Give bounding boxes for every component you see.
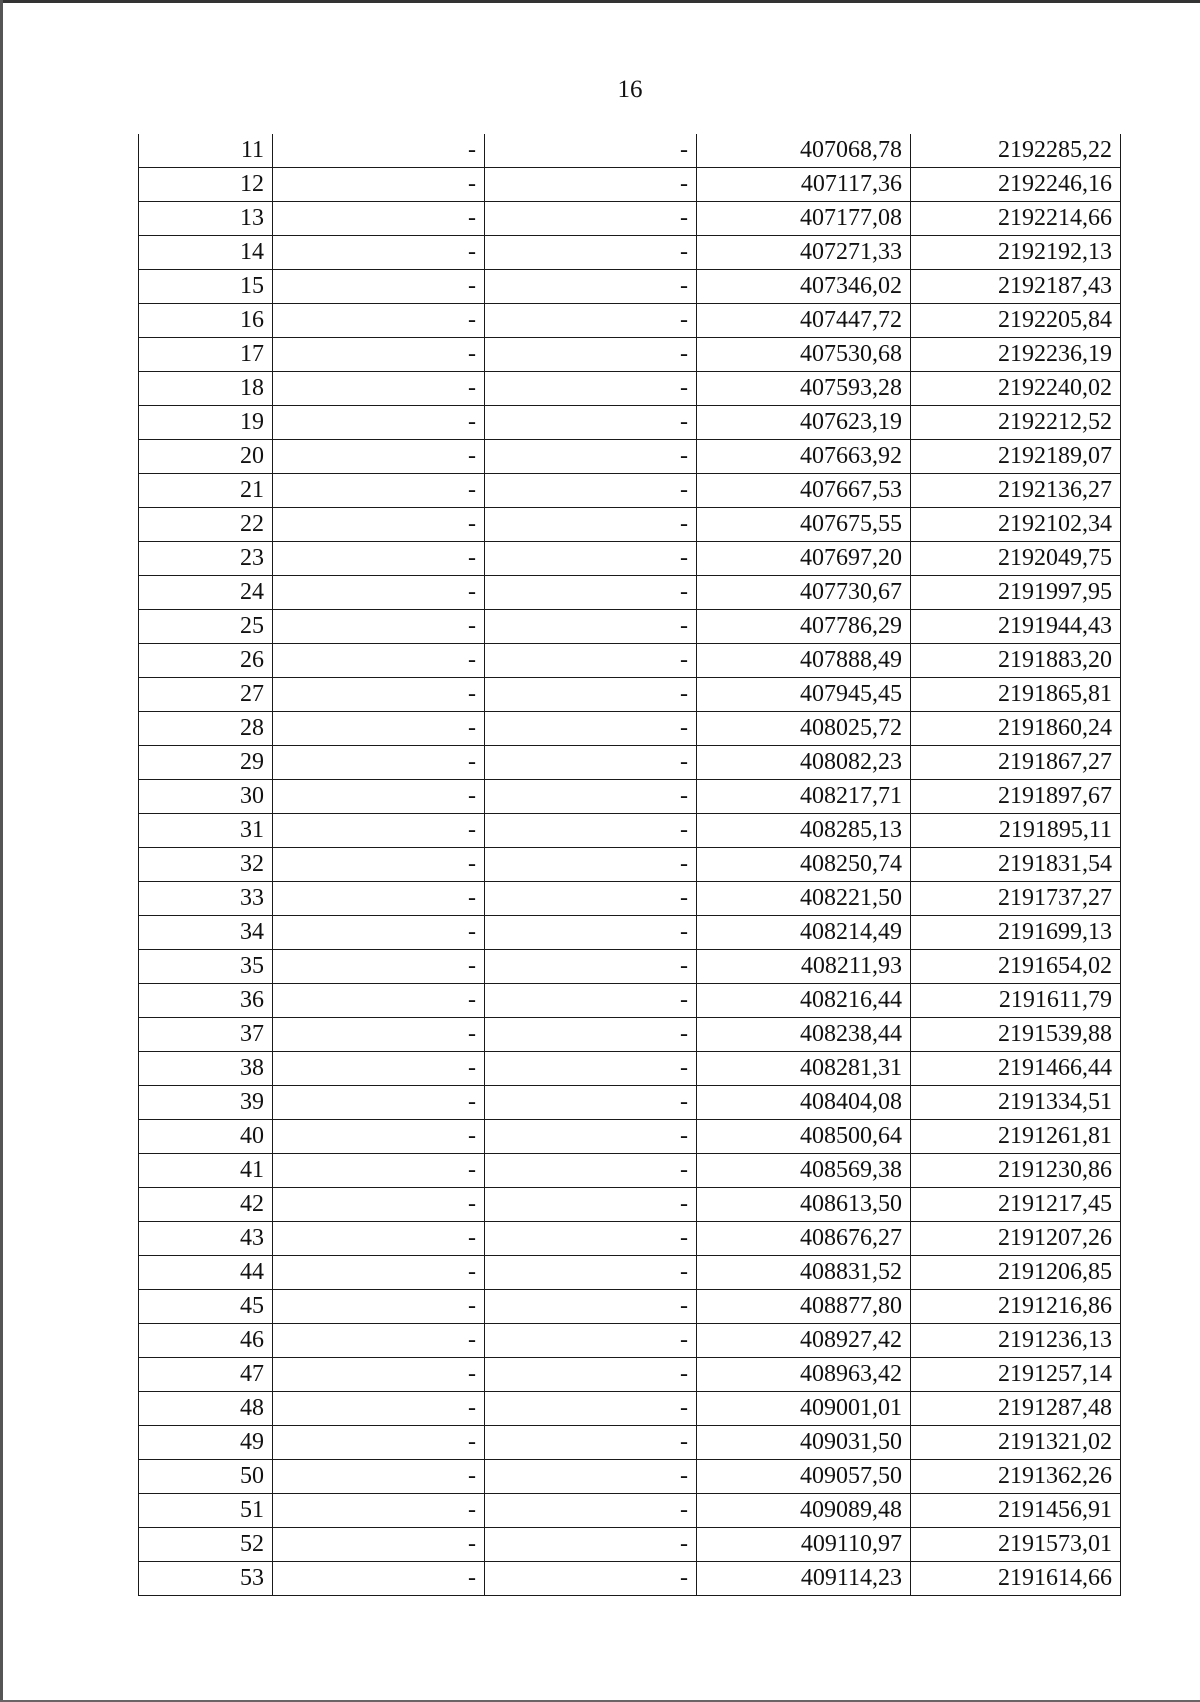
point-number-cell: 17 <box>139 338 273 372</box>
x-coordinate-cell: 408281,31 <box>697 1052 911 1086</box>
y-coordinate-cell: 2192192,13 <box>911 236 1121 270</box>
y-coordinate-cell: 2191257,14 <box>911 1358 1121 1392</box>
point-number-cell: 26 <box>139 644 273 678</box>
dash-cell-2: - <box>485 1358 697 1392</box>
point-number-cell: 42 <box>139 1188 273 1222</box>
y-coordinate-cell: 2191216,86 <box>911 1290 1121 1324</box>
x-coordinate-cell: 408963,42 <box>697 1358 911 1392</box>
table-row <box>139 440 1121 474</box>
table-row <box>139 984 1121 1018</box>
x-coordinate-cell: 408404,08 <box>697 1086 911 1120</box>
y-coordinate-cell: 2192205,84 <box>911 304 1121 338</box>
point-number-cell: 41 <box>139 1154 273 1188</box>
x-coordinate-cell: 407068,78 <box>697 134 911 168</box>
table-row <box>139 202 1121 236</box>
table-row <box>139 542 1121 576</box>
coordinates-table-body <box>139 134 1121 1596</box>
x-coordinate-cell: 408877,80 <box>697 1290 911 1324</box>
y-coordinate-cell: 2191539,88 <box>911 1018 1121 1052</box>
x-coordinate-cell: 408217,71 <box>697 780 911 814</box>
y-coordinate-cell: 2191895,11 <box>911 814 1121 848</box>
dash-cell-2: - <box>485 1426 697 1460</box>
table-row <box>139 916 1121 950</box>
y-coordinate-cell: 2191287,48 <box>911 1392 1121 1426</box>
table-row <box>139 1086 1121 1120</box>
dash-cell-1: - <box>273 848 485 882</box>
x-coordinate-cell: 408831,52 <box>697 1256 911 1290</box>
point-number-cell: 12 <box>139 168 273 202</box>
point-number-cell: 38 <box>139 1052 273 1086</box>
table-row <box>139 848 1121 882</box>
table-row <box>139 474 1121 508</box>
dash-cell-2: - <box>485 576 697 610</box>
page-number: 16 <box>617 76 643 103</box>
dash-cell-2: - <box>485 1460 697 1494</box>
dash-cell-2: - <box>485 1324 697 1358</box>
y-coordinate-cell: 2191456,91 <box>911 1494 1121 1528</box>
dash-cell-1: - <box>273 780 485 814</box>
dash-cell-2: - <box>485 814 697 848</box>
point-number-cell: 52 <box>139 1528 273 1562</box>
scan-top-edge <box>0 0 1200 3</box>
table-row <box>139 508 1121 542</box>
x-coordinate-cell: 408927,42 <box>697 1324 911 1358</box>
table-row <box>139 1358 1121 1392</box>
dash-cell-1: - <box>273 1086 485 1120</box>
dash-cell-1: - <box>273 1494 485 1528</box>
dash-cell-1: - <box>273 1256 485 1290</box>
y-coordinate-cell: 2191867,27 <box>911 746 1121 780</box>
point-number-cell: 36 <box>139 984 273 1018</box>
table-row <box>139 712 1121 746</box>
x-coordinate-cell: 408221,50 <box>697 882 911 916</box>
x-coordinate-cell: 407888,49 <box>697 644 911 678</box>
dash-cell-1: - <box>273 814 485 848</box>
point-number-cell: 43 <box>139 1222 273 1256</box>
dash-cell-1: - <box>273 644 485 678</box>
table-row <box>139 304 1121 338</box>
dash-cell-2: - <box>485 746 697 780</box>
table-row <box>139 1018 1121 1052</box>
y-coordinate-cell: 2191611,79 <box>911 984 1121 1018</box>
x-coordinate-cell: 407447,72 <box>697 304 911 338</box>
table-row <box>139 168 1121 202</box>
y-coordinate-cell: 2191997,95 <box>911 576 1121 610</box>
point-number-cell: 15 <box>139 270 273 304</box>
scan-left-edge <box>0 0 3 1702</box>
dash-cell-1: - <box>273 950 485 984</box>
dash-cell-1: - <box>273 1290 485 1324</box>
table-row <box>139 372 1121 406</box>
table-row <box>139 1256 1121 1290</box>
x-coordinate-cell: 408216,44 <box>697 984 911 1018</box>
x-coordinate-cell: 409057,50 <box>697 1460 911 1494</box>
dash-cell-1: - <box>273 372 485 406</box>
dash-cell-2: - <box>485 882 697 916</box>
dash-cell-1: - <box>273 576 485 610</box>
point-number-cell: 14 <box>139 236 273 270</box>
dash-cell-1: - <box>273 916 485 950</box>
x-coordinate-cell: 407530,68 <box>697 338 911 372</box>
table-row <box>139 406 1121 440</box>
table-row <box>139 1528 1121 1562</box>
y-coordinate-cell: 2191831,54 <box>911 848 1121 882</box>
dash-cell-1: - <box>273 1392 485 1426</box>
dash-cell-1: - <box>273 1154 485 1188</box>
y-coordinate-cell: 2192189,07 <box>911 440 1121 474</box>
x-coordinate-cell: 407786,29 <box>697 610 911 644</box>
dash-cell-2: - <box>485 1120 697 1154</box>
table-row <box>139 950 1121 984</box>
x-coordinate-cell: 409031,50 <box>697 1426 911 1460</box>
dash-cell-1: - <box>273 508 485 542</box>
dash-cell-2: - <box>485 678 697 712</box>
x-coordinate-cell: 408082,23 <box>697 746 911 780</box>
point-number-cell: 23 <box>139 542 273 576</box>
dash-cell-2: - <box>485 916 697 950</box>
dash-cell-2: - <box>485 1086 697 1120</box>
dash-cell-1: - <box>273 882 485 916</box>
dash-cell-2: - <box>485 372 697 406</box>
table-row <box>139 678 1121 712</box>
dash-cell-1: - <box>273 542 485 576</box>
point-number-cell: 31 <box>139 814 273 848</box>
dash-cell-2: - <box>485 848 697 882</box>
table-row <box>139 1460 1121 1494</box>
dash-cell-1: - <box>273 1120 485 1154</box>
x-coordinate-cell: 407593,28 <box>697 372 911 406</box>
x-coordinate-cell: 407945,45 <box>697 678 911 712</box>
point-number-cell: 37 <box>139 1018 273 1052</box>
dash-cell-1: - <box>273 1562 485 1596</box>
dash-cell-2: - <box>485 984 697 1018</box>
dash-cell-1: - <box>273 440 485 474</box>
x-coordinate-cell: 408211,93 <box>697 950 911 984</box>
x-coordinate-cell: 407346,02 <box>697 270 911 304</box>
table-row <box>139 1222 1121 1256</box>
dash-cell-2: - <box>485 712 697 746</box>
y-coordinate-cell: 2191362,26 <box>911 1460 1121 1494</box>
dash-cell-2: - <box>485 610 697 644</box>
y-coordinate-cell: 2191217,45 <box>911 1188 1121 1222</box>
dash-cell-1: - <box>273 610 485 644</box>
dash-cell-2: - <box>485 1018 697 1052</box>
point-number-cell: 32 <box>139 848 273 882</box>
table-row <box>139 610 1121 644</box>
point-number-cell: 53 <box>139 1562 273 1596</box>
point-number-cell: 21 <box>139 474 273 508</box>
dash-cell-1: - <box>273 1222 485 1256</box>
y-coordinate-cell: 2191699,13 <box>911 916 1121 950</box>
dash-cell-1: - <box>273 134 485 168</box>
dash-cell-1: - <box>273 236 485 270</box>
y-coordinate-cell: 2191466,44 <box>911 1052 1121 1086</box>
dash-cell-1: - <box>273 1324 485 1358</box>
x-coordinate-cell: 409110,97 <box>697 1528 911 1562</box>
point-number-cell: 24 <box>139 576 273 610</box>
dash-cell-2: - <box>485 1154 697 1188</box>
y-coordinate-cell: 2192212,52 <box>911 406 1121 440</box>
y-coordinate-cell: 2191230,86 <box>911 1154 1121 1188</box>
point-number-cell: 34 <box>139 916 273 950</box>
x-coordinate-cell: 407675,55 <box>697 508 911 542</box>
dash-cell-1: - <box>273 1018 485 1052</box>
x-coordinate-cell: 408676,27 <box>697 1222 911 1256</box>
dash-cell-1: - <box>273 270 485 304</box>
dash-cell-2: - <box>485 270 697 304</box>
x-coordinate-cell: 407117,36 <box>697 168 911 202</box>
dash-cell-1: - <box>273 1052 485 1086</box>
table-row <box>139 814 1121 848</box>
x-coordinate-cell: 408250,74 <box>697 848 911 882</box>
table-row <box>139 338 1121 372</box>
y-coordinate-cell: 2191207,26 <box>911 1222 1121 1256</box>
dash-cell-1: - <box>273 1460 485 1494</box>
y-coordinate-cell: 2192214,66 <box>911 202 1121 236</box>
dash-cell-1: - <box>273 406 485 440</box>
y-coordinate-cell: 2191573,01 <box>911 1528 1121 1562</box>
y-coordinate-cell: 2191944,43 <box>911 610 1121 644</box>
dash-cell-2: - <box>485 950 697 984</box>
point-number-cell: 40 <box>139 1120 273 1154</box>
y-coordinate-cell: 2191261,81 <box>911 1120 1121 1154</box>
table-row <box>139 1562 1121 1596</box>
table-row <box>139 1324 1121 1358</box>
x-coordinate-cell: 409089,48 <box>697 1494 911 1528</box>
y-coordinate-cell: 2191897,67 <box>911 780 1121 814</box>
dash-cell-1: - <box>273 338 485 372</box>
dash-cell-1: - <box>273 678 485 712</box>
x-coordinate-cell: 408238,44 <box>697 1018 911 1052</box>
dash-cell-2: - <box>485 168 697 202</box>
x-coordinate-cell: 408500,64 <box>697 1120 911 1154</box>
y-coordinate-cell: 2192236,19 <box>911 338 1121 372</box>
dash-cell-1: - <box>273 712 485 746</box>
table-row <box>139 270 1121 304</box>
x-coordinate-cell: 407663,92 <box>697 440 911 474</box>
table-row <box>139 576 1121 610</box>
dash-cell-1: - <box>273 1188 485 1222</box>
x-coordinate-cell: 409114,23 <box>697 1562 911 1596</box>
dash-cell-2: - <box>485 644 697 678</box>
table-row <box>139 134 1121 168</box>
x-coordinate-cell: 409001,01 <box>697 1392 911 1426</box>
point-number-cell: 28 <box>139 712 273 746</box>
y-coordinate-cell: 2191321,02 <box>911 1426 1121 1460</box>
point-number-cell: 11 <box>139 134 273 168</box>
y-coordinate-cell: 2191737,27 <box>911 882 1121 916</box>
y-coordinate-cell: 2191860,24 <box>911 712 1121 746</box>
y-coordinate-cell: 2191883,20 <box>911 644 1121 678</box>
y-coordinate-cell: 2192246,16 <box>911 168 1121 202</box>
dash-cell-2: - <box>485 508 697 542</box>
point-number-cell: 29 <box>139 746 273 780</box>
dash-cell-1: - <box>273 746 485 780</box>
point-number-cell: 13 <box>139 202 273 236</box>
dash-cell-1: - <box>273 304 485 338</box>
point-number-cell: 51 <box>139 1494 273 1528</box>
point-number-cell: 45 <box>139 1290 273 1324</box>
dash-cell-2: - <box>485 1188 697 1222</box>
point-number-cell: 25 <box>139 610 273 644</box>
x-coordinate-cell: 407623,19 <box>697 406 911 440</box>
dash-cell-2: - <box>485 1222 697 1256</box>
dash-cell-2: - <box>485 1528 697 1562</box>
dash-cell-1: - <box>273 1358 485 1392</box>
y-coordinate-cell: 2192187,43 <box>911 270 1121 304</box>
dash-cell-1: - <box>273 168 485 202</box>
y-coordinate-cell: 2192102,34 <box>911 508 1121 542</box>
dash-cell-2: - <box>485 338 697 372</box>
table-row <box>139 1188 1121 1222</box>
table-row <box>139 1494 1121 1528</box>
y-coordinate-cell: 2191865,81 <box>911 678 1121 712</box>
x-coordinate-cell: 408214,49 <box>697 916 911 950</box>
x-coordinate-cell: 407697,20 <box>697 542 911 576</box>
dash-cell-1: - <box>273 1528 485 1562</box>
dash-cell-2: - <box>485 1256 697 1290</box>
table-row <box>139 780 1121 814</box>
x-coordinate-cell: 407271,33 <box>697 236 911 270</box>
point-number-cell: 35 <box>139 950 273 984</box>
point-number-cell: 46 <box>139 1324 273 1358</box>
point-number-cell: 33 <box>139 882 273 916</box>
y-coordinate-cell: 2192049,75 <box>911 542 1121 576</box>
y-coordinate-cell: 2191614,66 <box>911 1562 1121 1596</box>
x-coordinate-cell: 408025,72 <box>697 712 911 746</box>
dash-cell-1: - <box>273 202 485 236</box>
dash-cell-2: - <box>485 1562 697 1596</box>
dash-cell-2: - <box>485 1392 697 1426</box>
y-coordinate-cell: 2192136,27 <box>911 474 1121 508</box>
x-coordinate-cell: 408613,50 <box>697 1188 911 1222</box>
dash-cell-2: - <box>485 542 697 576</box>
dash-cell-2: - <box>485 440 697 474</box>
table-row <box>139 1392 1121 1426</box>
dash-cell-1: - <box>273 984 485 1018</box>
table-row <box>139 1426 1121 1460</box>
dash-cell-1: - <box>273 1426 485 1460</box>
x-coordinate-cell: 407177,08 <box>697 202 911 236</box>
y-coordinate-cell: 2191236,13 <box>911 1324 1121 1358</box>
dash-cell-1: - <box>273 474 485 508</box>
point-number-cell: 39 <box>139 1086 273 1120</box>
point-number-cell: 20 <box>139 440 273 474</box>
point-number-cell: 22 <box>139 508 273 542</box>
dash-cell-2: - <box>485 202 697 236</box>
table-row <box>139 882 1121 916</box>
dash-cell-2: - <box>485 134 697 168</box>
x-coordinate-cell: 408285,13 <box>697 814 911 848</box>
table-row <box>139 1154 1121 1188</box>
table-row <box>139 644 1121 678</box>
point-number-cell: 49 <box>139 1426 273 1460</box>
x-coordinate-cell: 407667,53 <box>697 474 911 508</box>
table-row <box>139 1290 1121 1324</box>
table-row <box>139 236 1121 270</box>
y-coordinate-cell: 2191334,51 <box>911 1086 1121 1120</box>
point-number-cell: 16 <box>139 304 273 338</box>
dash-cell-2: - <box>485 304 697 338</box>
x-coordinate-cell: 408569,38 <box>697 1154 911 1188</box>
dash-cell-2: - <box>485 1052 697 1086</box>
point-number-cell: 44 <box>139 1256 273 1290</box>
point-number-cell: 27 <box>139 678 273 712</box>
table-row <box>139 1120 1121 1154</box>
y-coordinate-cell: 2192285,22 <box>911 134 1121 168</box>
coordinates-table <box>138 134 1121 1596</box>
dash-cell-2: - <box>485 474 697 508</box>
dash-cell-2: - <box>485 406 697 440</box>
point-number-cell: 30 <box>139 780 273 814</box>
point-number-cell: 50 <box>139 1460 273 1494</box>
table-row <box>139 746 1121 780</box>
dash-cell-2: - <box>485 780 697 814</box>
point-number-cell: 47 <box>139 1358 273 1392</box>
y-coordinate-cell: 2192240,02 <box>911 372 1121 406</box>
y-coordinate-cell: 2191206,85 <box>911 1256 1121 1290</box>
point-number-cell: 19 <box>139 406 273 440</box>
dash-cell-2: - <box>485 1494 697 1528</box>
point-number-cell: 18 <box>139 372 273 406</box>
dash-cell-2: - <box>485 236 697 270</box>
point-number-cell: 48 <box>139 1392 273 1426</box>
dash-cell-2: - <box>485 1290 697 1324</box>
x-coordinate-cell: 407730,67 <box>697 576 911 610</box>
y-coordinate-cell: 2191654,02 <box>911 950 1121 984</box>
table-row <box>139 1052 1121 1086</box>
